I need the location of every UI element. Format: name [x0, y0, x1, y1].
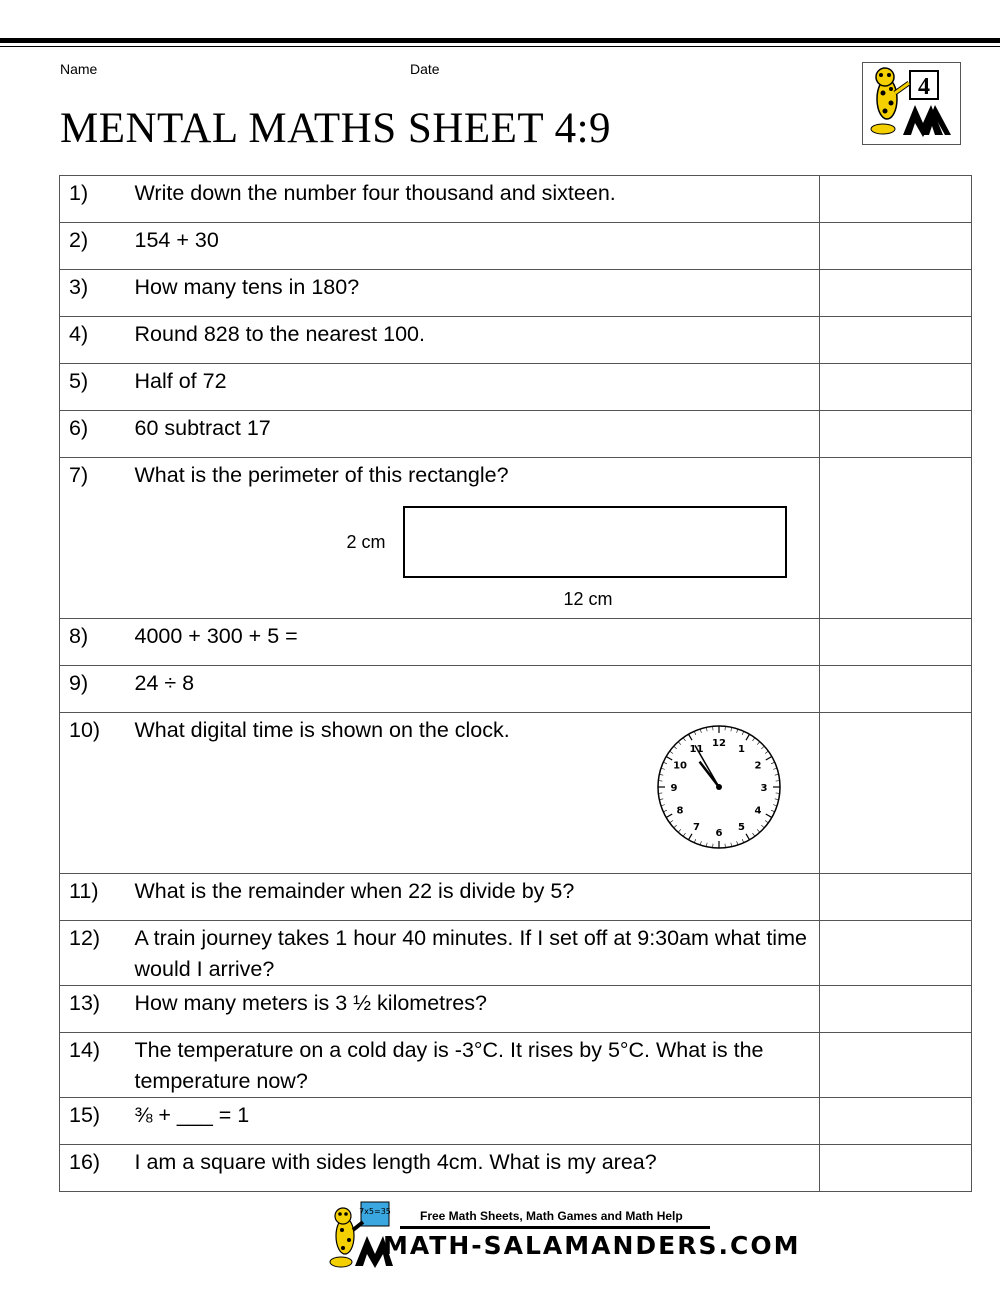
board-text: 7x5=35 — [359, 1207, 391, 1216]
date-label: Date — [410, 61, 440, 77]
footer-divider — [400, 1226, 710, 1230]
answer-box[interactable] — [820, 874, 972, 921]
question-row — [60, 270, 972, 317]
footer-site-name[interactable]: MATH-SALAMANDERS.COM — [383, 1231, 801, 1260]
question-number: 16) — [60, 1145, 135, 1192]
question-text: How many meters is 3 ½ kilometres? — [135, 986, 820, 1033]
answer-box[interactable] — [820, 713, 972, 874]
question-number: 3) — [60, 270, 135, 317]
question-number: 9) — [60, 666, 135, 713]
question-number: 15) — [60, 1098, 135, 1145]
clock-number: 3 — [760, 783, 767, 794]
question-row — [60, 1145, 972, 1192]
clock-number: 5 — [737, 821, 745, 833]
question-text: What digital time is shown on the clock. — [134, 718, 510, 742]
question-text: What is the remainder when 22 is divide by 5? — [135, 874, 820, 921]
question-row — [60, 1098, 972, 1145]
clock-number: 9 — [670, 783, 677, 794]
question-row — [60, 176, 972, 223]
clock-number: 11 — [689, 744, 703, 756]
question-number: 6) — [60, 411, 135, 458]
answer-box[interactable] — [820, 619, 972, 666]
question-text: 60 subtract 17 — [135, 411, 820, 458]
question-number: 5) — [60, 364, 135, 411]
clock-number: 7 — [692, 821, 700, 833]
question-text: A train journey takes 1 hour 40 minutes. If I set off at 9:30am what time would I arrive? — [135, 921, 820, 986]
clock-number: 6 — [715, 828, 722, 839]
question-row — [60, 223, 972, 270]
analog-clock-icon — [655, 723, 783, 851]
clock-number: 4 — [753, 805, 761, 817]
grade-logo — [862, 62, 961, 145]
answer-box[interactable] — [820, 458, 972, 619]
question-row — [60, 364, 972, 411]
question-number: 14) — [60, 1033, 135, 1098]
question-row — [60, 666, 972, 713]
question-number: 10) — [60, 713, 135, 874]
grade-badge: 4 — [918, 74, 930, 100]
questions-table — [59, 175, 972, 1192]
answer-box[interactable] — [820, 1145, 972, 1192]
question-text: Half of 72 — [135, 364, 820, 411]
question-number: 13) — [60, 986, 135, 1033]
clock-number: 12 — [711, 738, 726, 749]
answer-box[interactable] — [820, 270, 972, 317]
question-row — [60, 874, 972, 921]
answer-box[interactable] — [820, 317, 972, 364]
clock-number: 10 — [672, 760, 687, 772]
rectangle-width-label: 12 cm — [563, 589, 613, 609]
page-title: MENTAL MATHS SHEET 4:9 — [60, 105, 612, 152]
rectangle-shape — [403, 506, 787, 578]
salamander-logo-icon — [863, 63, 960, 144]
question-text: How many tens in 180? — [135, 270, 820, 317]
question-number: 2) — [60, 223, 135, 270]
question-number: 1) — [60, 176, 135, 223]
answer-box[interactable] — [820, 986, 972, 1033]
question-text: Write down the number four thousand and sixteen. — [135, 176, 820, 223]
question-row — [60, 619, 972, 666]
question-text: Round 828 to the nearest 100. — [135, 317, 820, 364]
answer-box[interactable] — [820, 411, 972, 458]
question-number: 8) — [60, 619, 135, 666]
answer-box[interactable] — [820, 176, 972, 223]
top-rule — [0, 38, 1000, 43]
clock-number: 8 — [676, 805, 684, 817]
question-number: 11) — [60, 874, 135, 921]
question-text: The temperature on a cold day is -3°C. It rises by 5°C. What is the temperature now? — [135, 1033, 820, 1098]
question-text: ⅜ + ___ = 1 — [135, 1098, 820, 1145]
answer-box[interactable] — [820, 666, 972, 713]
question-row — [60, 1033, 972, 1098]
question-text: I am a square with sides length 4cm. What is my area? — [135, 1145, 820, 1192]
question-row — [60, 458, 972, 619]
question-text: 154 + 30 — [135, 223, 820, 270]
question-number: 12) — [60, 921, 135, 986]
answer-box[interactable] — [820, 1033, 972, 1098]
question-text: What is the perimeter of this rectangle? — [134, 463, 509, 487]
question-number: 4) — [60, 317, 135, 364]
answer-box[interactable] — [820, 364, 972, 411]
rectangle-question — [135, 460, 820, 618]
question-row — [60, 986, 972, 1033]
top-rule-thin — [0, 46, 1000, 47]
clock-question — [135, 715, 820, 873]
question-row — [60, 713, 972, 874]
clock-number: 2 — [753, 760, 761, 772]
question-row — [60, 411, 972, 458]
answer-box[interactable] — [820, 1098, 972, 1145]
question-row — [60, 921, 972, 986]
question-row — [60, 317, 972, 364]
footer-tagline: Free Math Sheets, Math Games and Math Help — [420, 1209, 683, 1223]
name-label: Name — [60, 61, 98, 77]
answer-box[interactable] — [820, 223, 972, 270]
question-text: 4000 + 300 + 5 = — [135, 619, 820, 666]
answer-box[interactable] — [820, 921, 972, 986]
question-number: 7) — [60, 458, 135, 619]
rectangle-height-label: 2 cm — [346, 532, 386, 552]
clock-number: 1 — [737, 744, 745, 756]
question-text: 24 ÷ 8 — [135, 666, 820, 713]
